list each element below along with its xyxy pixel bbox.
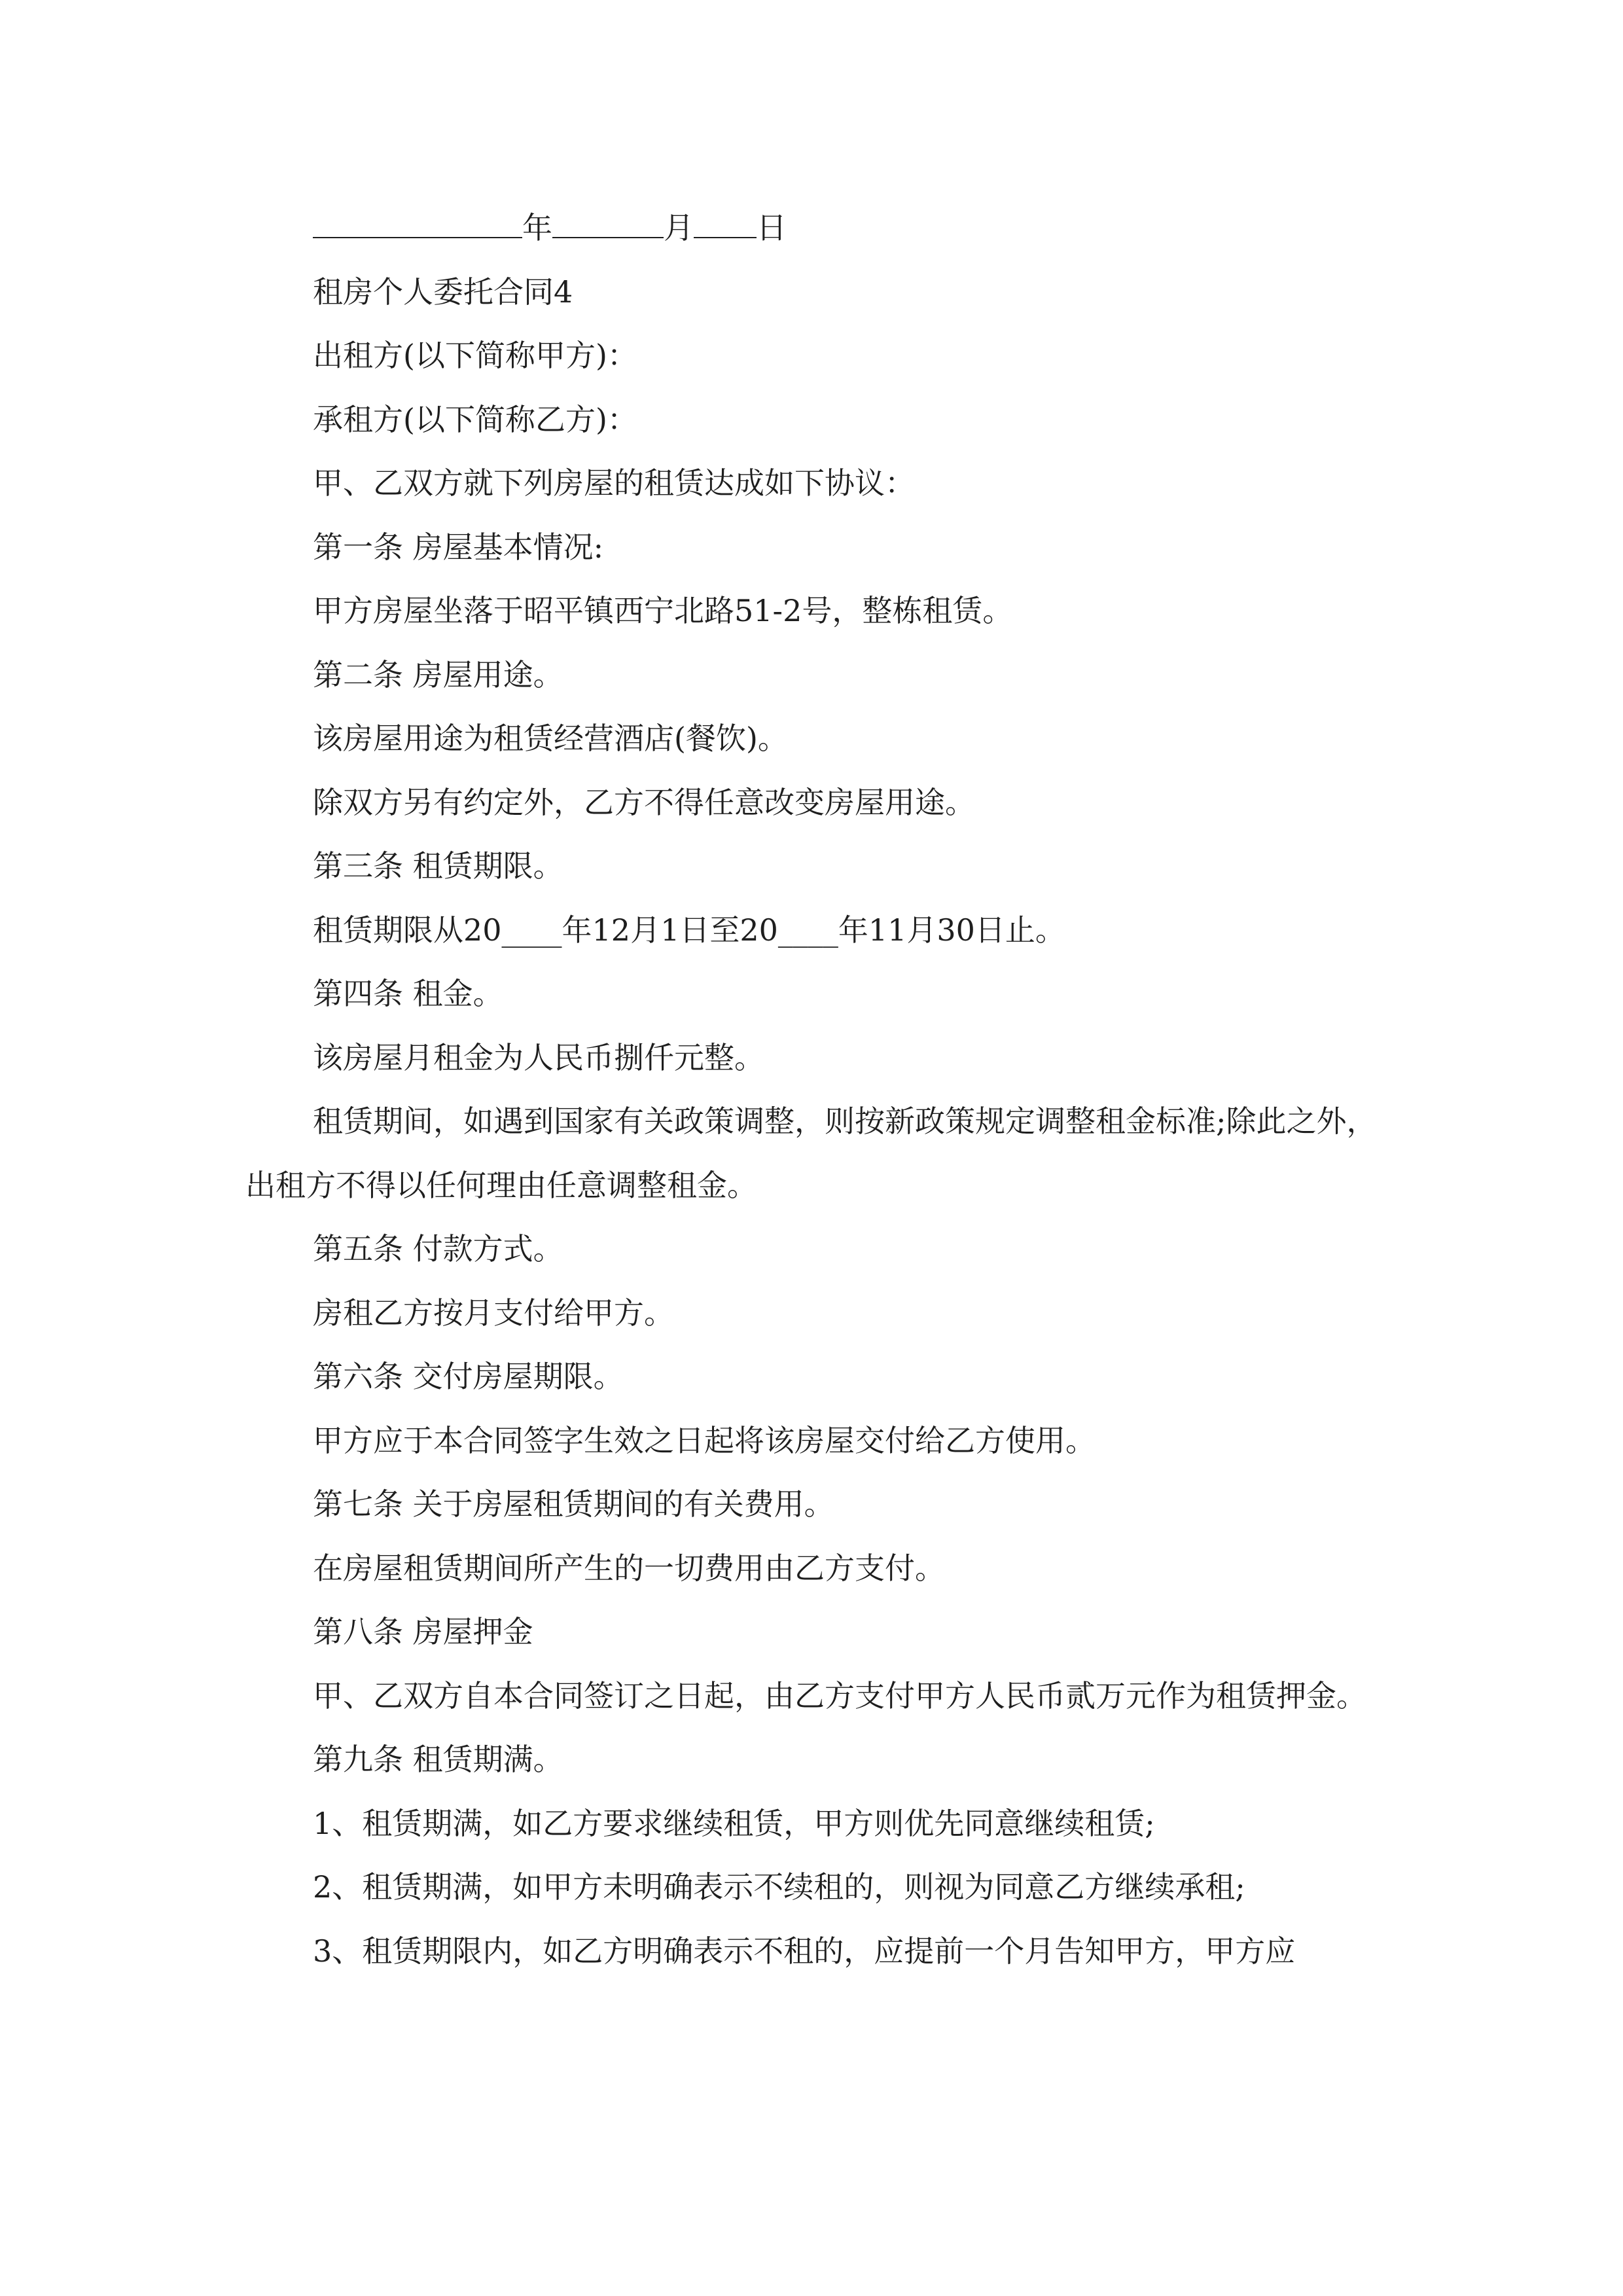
lessee-line: 承租方(以下简称乙方)：	[313, 401, 637, 437]
article-9-item-2: 2、租赁期满，如甲方未明确表示不续租的，则视为同意乙方继续承租;	[313, 1869, 1245, 1905]
lessor-line: 出租方(以下简称甲方)：	[313, 338, 637, 373]
article-4-text-1: 该房屋月租金为人民币捌仟元整。	[313, 1039, 764, 1075]
article-3-heading: 第三条 租赁期限。	[313, 848, 563, 884]
year-label: 年	[522, 210, 552, 245]
article-7-heading: 第七条 关于房屋租赁期间的有关费用。	[313, 1486, 834, 1522]
agreement-intro: 甲、乙双方就下列房屋的租赁达成如下协议：	[313, 465, 915, 501]
article-2-text-2: 除双方另有约定外，乙方不得任意改变房屋用途。	[313, 784, 975, 820]
article-8-text: 甲、乙双方自本合同签订之日起，由乙方支付甲方人民币贰万元作为租赁押金。	[313, 1677, 1366, 1713]
article-9-item-1: 1、租赁期满，如乙方要求继续租赁，甲方则优先同意继续租赁;	[313, 1805, 1155, 1841]
article-5-heading: 第五条 付款方式。	[313, 1231, 563, 1266]
article-5-text: 房租乙方按月支付给甲方。	[313, 1295, 674, 1331]
contract-body	[245, 196, 1378, 1983]
day-label: 日	[757, 210, 787, 245]
article-7-text: 在房屋租赁期间所产生的一切费用由乙方支付。	[313, 1550, 945, 1586]
article-3-text: 租赁期限从20____年12月1日至20____年11月30日止。	[313, 912, 1065, 948]
article-1-text: 甲方房屋坐落于昭平镇西宁北路51-2号，整栋租赁。	[313, 593, 1013, 628]
signature-date-line	[245, 196, 1378, 260]
article-9-item-3: 3、租赁期限内，如乙方明确表示不租的，应提前一个月告知甲方，甲方应	[313, 1933, 1296, 1969]
article-6-heading: 第六条 交付房屋期限。	[313, 1359, 624, 1394]
year-blank	[313, 212, 522, 238]
article-2-heading: 第二条 房屋用途。	[313, 656, 563, 692]
article-6-text: 甲方应于本合同签字生效之日起将该房屋交付给乙方使用。	[313, 1422, 1096, 1458]
article-4-text-2: 租赁期间，如遇到国家有关政策调整，则按新政策规定调整租金标准;除此之外，出租方不得以任何理由任意调整租金。	[245, 1103, 1377, 1203]
article-9-heading: 第九条 租赁期满。	[313, 1742, 563, 1777]
month-label: 月	[664, 210, 694, 245]
article-8-heading: 第八条 房屋押金	[313, 1614, 533, 1649]
contract-title: 租房个人委托合同4	[313, 274, 573, 310]
article-4-heading: 第四条 租金。	[313, 976, 503, 1011]
article-1-heading: 第一条 房屋基本情况:	[313, 529, 604, 565]
day-blank	[694, 212, 757, 238]
article-2-text-1: 该房屋用途为租赁经营酒店(餐饮)。	[313, 721, 788, 756]
month-blank	[552, 212, 664, 238]
